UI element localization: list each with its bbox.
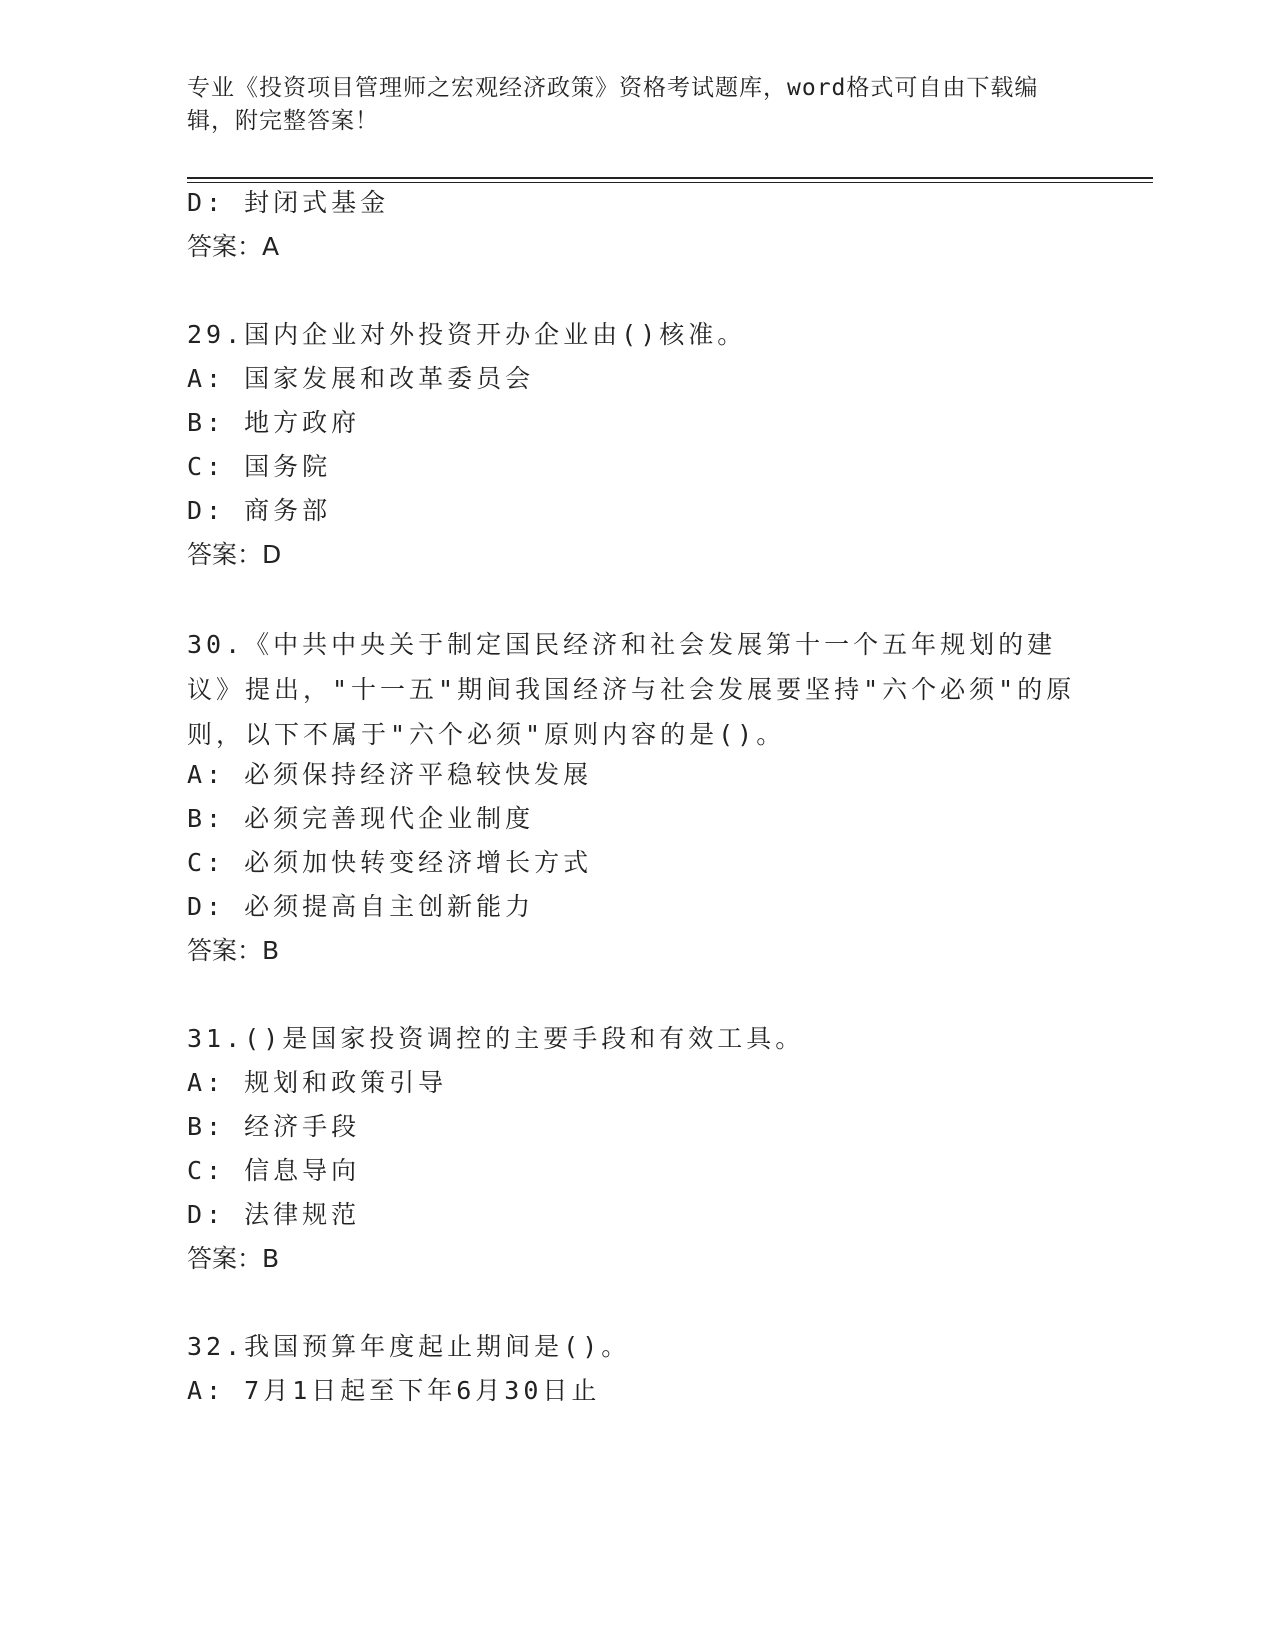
- question-30-option-d: D: 必须提高自主创新能力: [187, 892, 535, 921]
- question-29-option-d: D: 商务部: [187, 496, 332, 525]
- prev-option-d: D: 封闭式基金: [187, 188, 390, 217]
- question-31-option-a: A: 规划和政策引导: [187, 1068, 448, 1097]
- prev-answer: 答案：A: [187, 232, 280, 261]
- question-29-option-b: B: 地方政府: [187, 408, 361, 437]
- document-header: 专业《投资项目管理师之宏观经济政策》资格考试题库，word格式可自由下载编辑，附完整答案！: [187, 75, 1039, 134]
- question-29-option-a: A: 国家发展和改革委员会: [187, 364, 535, 393]
- question-31-answer: 答案：B: [187, 1244, 280, 1273]
- question-29-option-c: C: 国务院: [187, 452, 332, 481]
- question-32-option-a: A: 7月1日起至下年6月30日止: [187, 1376, 601, 1405]
- question-30-stem: 30.《中共中央关于制定国民经济和社会发展第十一个五年规划的建议》提出，"十一五"期间我国经济与社会发展要坚持"六个必须"的原则，以下不属于"六个必须"原则内容的是()。: [187, 630, 1076, 749]
- question-32-stem: 32.我国预算年度起止期间是()。: [187, 1332, 631, 1361]
- question-31-stem: 31.()是国家投资调控的主要手段和有效工具。: [187, 1024, 805, 1053]
- question-30-option-a: A: 必须保持经济平稳较快发展: [187, 760, 593, 789]
- question-31-option-d: D: 法律规范: [187, 1200, 361, 1229]
- question-30-option-b: B: 必须完善现代企业制度: [187, 804, 535, 833]
- question-30-option-c: C: 必须加快转变经济增长方式: [187, 848, 593, 877]
- question-29-stem: 29.国内企业对外投资开办企业由()核准。: [187, 320, 747, 349]
- question-30-answer: 答案：B: [187, 936, 280, 965]
- header-divider: [187, 177, 1153, 183]
- question-31-option-c: C: 信息导向: [187, 1156, 361, 1185]
- question-31-option-b: B: 经济手段: [187, 1112, 361, 1141]
- question-29-answer: 答案：D: [187, 540, 282, 569]
